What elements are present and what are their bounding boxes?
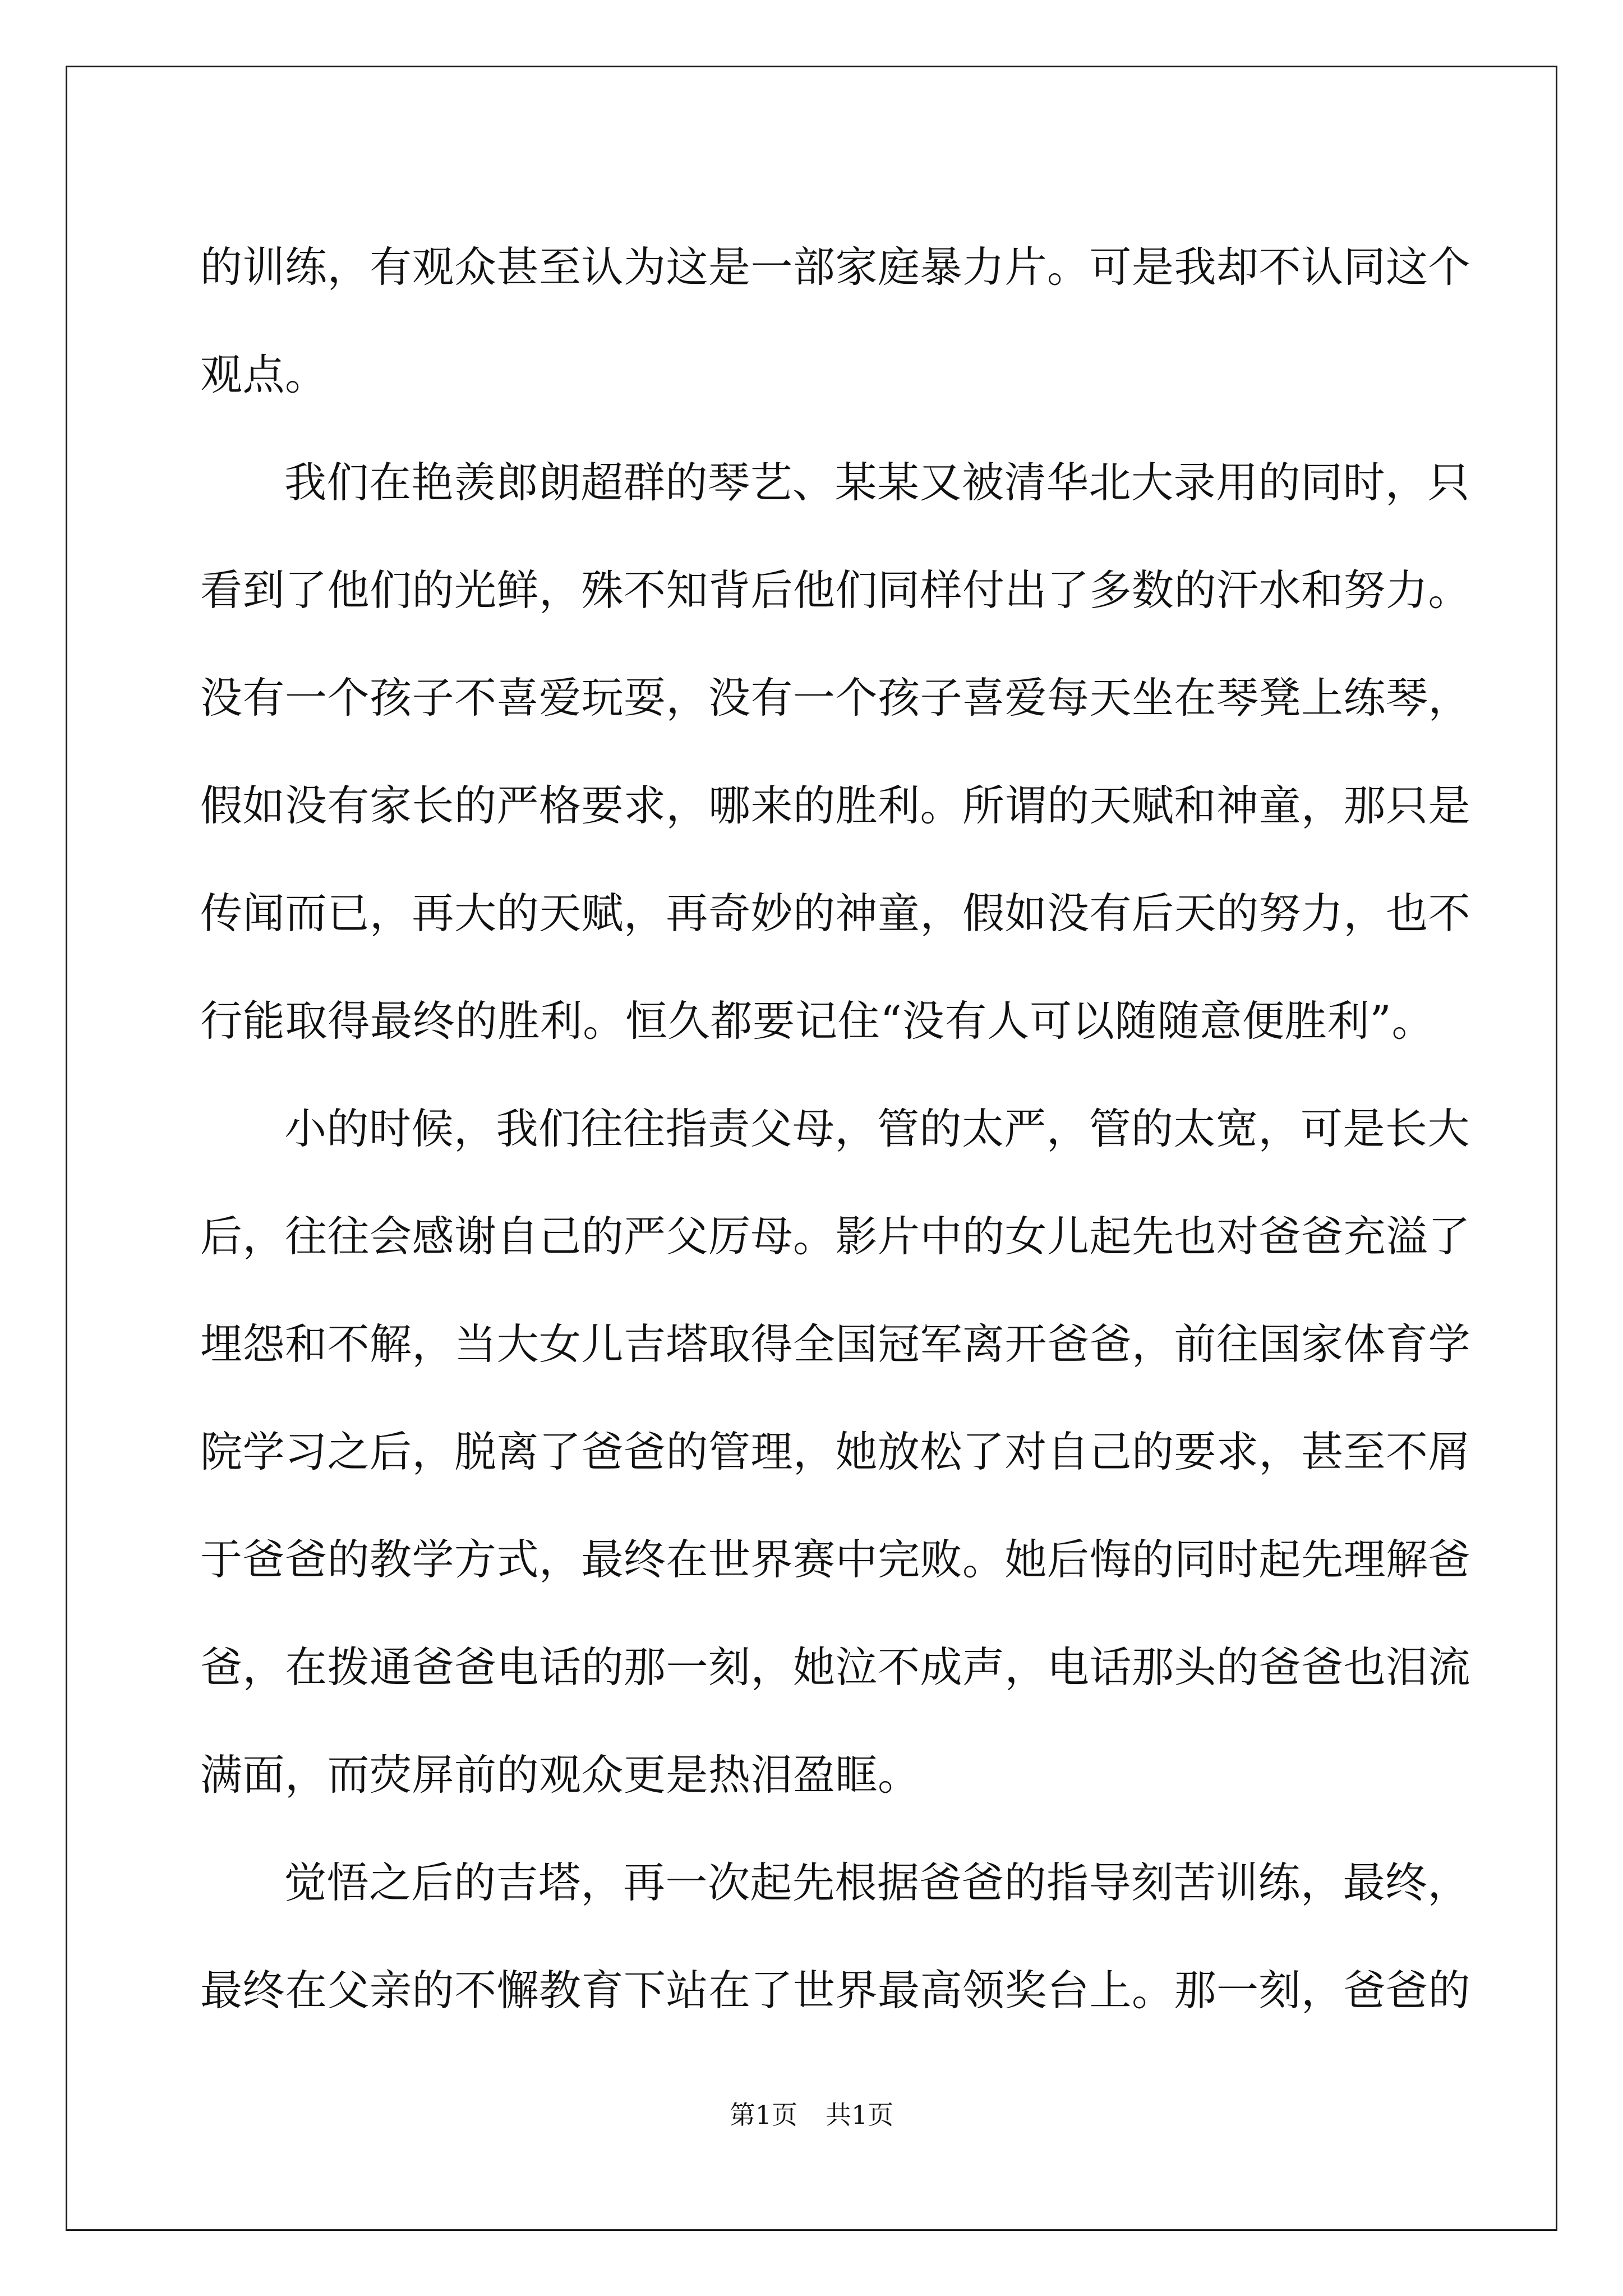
text-line: 观点。	[200, 350, 328, 399]
page-footer	[0, 2098, 1623, 2132]
text-line: 我们在艳羡郎朗超群的琴艺、某某又被清华北大录用的同时，只	[284, 458, 1470, 507]
text-line: 满面，而荧屏前的观众更是热泪盈眶。	[200, 1750, 920, 1800]
text-line: 小的时候，我们往往指责父母，管的太严，管的太宽，可是长大	[284, 1104, 1470, 1153]
text-line: 后，往往会感谢自己的严父厉母。影片中的女儿起先也对爸爸充溢了	[200, 1212, 1471, 1261]
text-line: 院学习之后，脱离了爸爸的管理，她放松了对自己的要求，甚至不屑	[200, 1427, 1471, 1476]
text-line: 看到了他们的光鲜，殊不知背后他们同样付出了多数的汗水和努力。	[200, 565, 1471, 615]
text-line: 埋怨和不解，当大女儿吉塔取得全国冠军离开爸爸，前往国家体育学	[200, 1319, 1471, 1369]
text-line: 行能取得最终的胜利。恒久都要记住“没有人可以随随意便胜利”。	[200, 996, 1434, 1046]
text-line: 爸，在拨通爸爸电话的那一刻，她泣不成声，电话那头的爸爸也泪流	[200, 1642, 1471, 1692]
text-line: 假如没有家长的严格要求，哪来的胜利。所谓的天赋和神童，那只是	[200, 781, 1471, 830]
text-line: 的训练，有观众甚至认为这是一部家庭暴力片。可是我却不认同这个	[200, 242, 1471, 292]
page-number-total: 共1页	[826, 2100, 894, 2130]
text-line: 传闻而已，再大的天赋，再奇妙的神童，假如没有后天的努力，也不	[200, 889, 1471, 938]
page-number-current: 第1页	[729, 2100, 797, 2130]
text-line: 没有一个孩子不喜爱玩耍，没有一个孩子喜爱每天坐在琴凳上练琴，	[200, 673, 1471, 723]
text-line: 最终在父亲的不懈教育下站在了世界最高领奖台上。那一刻，爸爸的	[200, 1966, 1471, 2015]
document-body	[200, 213, 1471, 2044]
text-line: 觉悟之后的吉塔，再一次起先根据爸爸的指导刻苦训练，最终，	[284, 1858, 1470, 1907]
text-line: 于爸爸的教学方式，最终在世界赛中完败。她后悔的同时起先理解爸	[200, 1535, 1471, 1584]
